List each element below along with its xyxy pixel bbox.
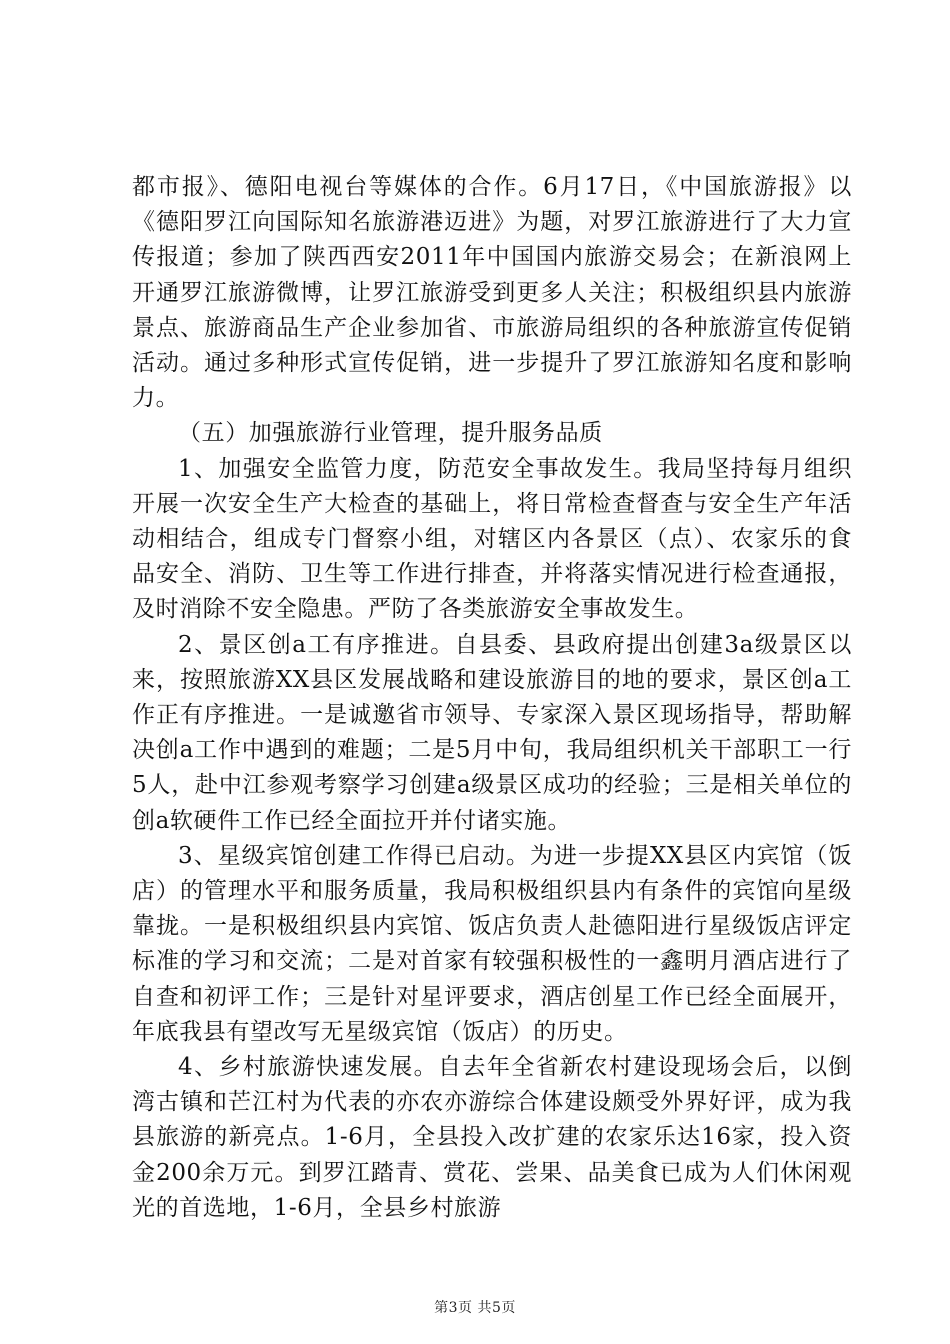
paragraph-safety: 1、加强安全监管力度，防范安全事故发生。我局坚持每月组织开展一次安全生产大检查的基础上，将日常检查督查与安全生产年活动相结合，组成专门督察小组，对辖区内各景区（点）、农家乐的食品安全、消防、卫生等工作进行排查，并将落实情况进行检查通报，及时消除不安全隐患。严防了各类旅游安全事故发生。 — [132, 455, 852, 623]
section-heading-5: （五）加强旅游行业管理，提升服务品质 — [178, 420, 603, 447]
paragraph-rural-tourism: 4、乡村旅游快速发展。自去年全省新农村建设现场会后，以倒湾古镇和芒江村为代表的亦农亦游综合体建设颇受外界好评，成为我县旅游的新亮点。1-6月，全县投入改扩建的农家乐达16家，投入资金200余万元。到罗江踏青、赏花、尝果、品美食已成为人们休闲观光的首选地，1-6月，全县乡村旅游 — [132, 1054, 852, 1221]
document-body — [132, 170, 852, 1226]
paragraph-continued: 都市报》、德阳电视台等媒体的合作。6月17日，《中国旅游报》以《德阳罗江向国际知名旅游港迈进》为题，对罗江旅游进行了大力宣传报道；参加了陕西西安2011年中国国内旅游交易会；在新浪网上开通罗江旅游微博，让罗江旅游受到更多人关注；积极组织县内旅游景点、旅游商品生产企业参加省、市旅游局组织的各种旅游宣传促销活动。通过多种形式宣传促销，进一步提升了罗江旅游知名度和影响力。 — [132, 174, 852, 412]
paragraph-scenic-area: 2、景区创a工有序推进。自县委、县政府提出创建3a级景区以来，按照旅游XX县区发展战略和建设旅游目的地的要求，景区创a工作正有序推进。一是诚邀省市领导、专家深入景区现场指导，帮助解决创a工作中遇到的难题；二是5月中旬，我局组织机关干部职工一行5人，赴中江参观考察学习创建a级景区成功的经验；三是相关单位的创a软硬件工作已经全面拉开并付诸实施。 — [132, 631, 852, 834]
paragraph-star-hotel: 3、星级宾馆创建工作得已启动。为进一步提XX县区内宾馆（饭店）的管理水平和服务质量，我局积极组织县内有条件的宾馆向星级靠拢。一是积极组织县内宾馆、饭店负责人赴德阳进行星级饭店评定标准的学习和交流；二是对首家有较强积极性的一鑫明月酒店进行了自查和初评工作；三是针对星评要求，酒店创星工作已经全面展开，年底我县有望改写无星级宾馆（饭店）的历史。 — [132, 842, 852, 1045]
page-number-footer: 第3页 共5页 — [434, 1300, 516, 1316]
